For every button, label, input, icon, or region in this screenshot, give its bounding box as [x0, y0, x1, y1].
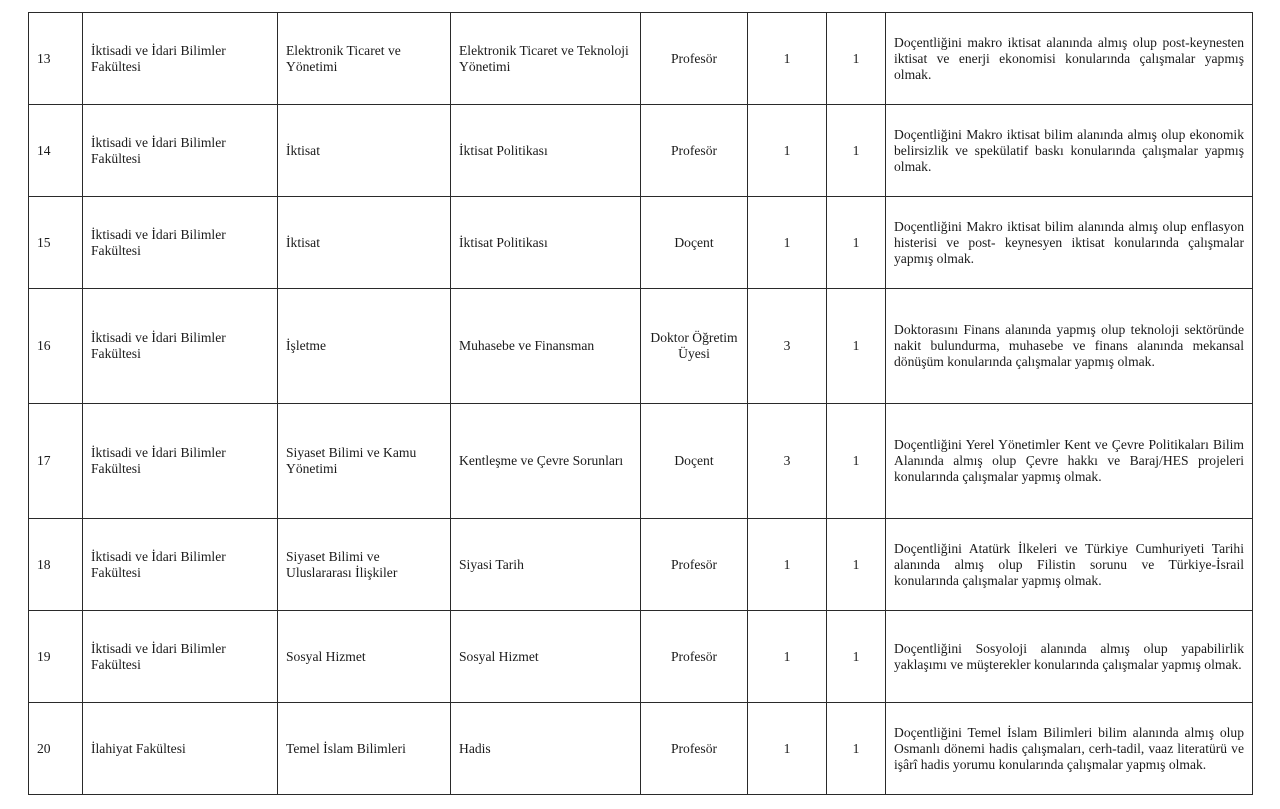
row-number: 14	[29, 105, 83, 197]
description-cell: Doçentliğini Makro iktisat bilim alanında almış olup enflasyon histerisi ve post- keynesyen iktisat konularında çalışmalar yapmış olmak.	[886, 197, 1253, 289]
count-cell: 1	[748, 13, 827, 105]
row-number: 18	[29, 519, 83, 611]
description-cell: Doktorasını Finans alanında yapmış olup teknoloji sektöründe nakit bulundurma, muhasebe ve finans alanında mekansal dönüşüm konularında çalışmalar yapmış olmak.	[886, 289, 1253, 404]
department-cell: İktisat	[278, 197, 451, 289]
count-cell: 1	[827, 703, 886, 795]
table-row	[29, 611, 1253, 703]
faculty-cell: İktisadi ve İdari Bilimler Fakültesi	[83, 519, 278, 611]
description-cell: Doçentliğini Temel İslam Bilimleri bilim alanında almış olup Osmanlı dönemi hadis çalışmaları, cerh-tadil, vaaz literatürü ve işârî hadis yorumu konularında çalışmalar yapmış olmak.	[886, 703, 1253, 795]
count-cell: 1	[827, 289, 886, 404]
row-number: 19	[29, 611, 83, 703]
field-cell: Sosyal Hizmet	[451, 611, 641, 703]
row-number: 17	[29, 404, 83, 519]
faculty-cell: İktisadi ve İdari Bilimler Fakültesi	[83, 611, 278, 703]
field-cell: İktisat Politikası	[451, 197, 641, 289]
title-cell: Doktor Öğretim Üyesi	[641, 289, 748, 404]
row-number: 15	[29, 197, 83, 289]
faculty-cell: İktisadi ve İdari Bilimler Fakültesi	[83, 404, 278, 519]
count-cell: 3	[748, 289, 827, 404]
field-cell: Elektronik Ticaret ve Teknoloji Yönetimi	[451, 13, 641, 105]
department-cell: Siyaset Bilimi ve Kamu Yönetimi	[278, 404, 451, 519]
title-cell: Doçent	[641, 404, 748, 519]
table-row	[29, 13, 1253, 105]
count-cell: 1	[748, 703, 827, 795]
title-cell: Profesör	[641, 611, 748, 703]
department-cell: İşletme	[278, 289, 451, 404]
description-cell: Doçentliğini Atatürk İlkeleri ve Türkiye Cumhuriyeti Tarihi alanında almış olup Filistin sorunu ve Türkiye-İsrail konularında çalışmalar yapmış olmak.	[886, 519, 1253, 611]
positions-table	[28, 12, 1253, 795]
title-cell: Profesör	[641, 13, 748, 105]
count-cell: 1	[827, 611, 886, 703]
table-row	[29, 519, 1253, 611]
description-cell: Doçentliğini Yerel Yönetimler Kent ve Çevre Politikaları Bilim Alanında almış olup Çevre hakkı ve Baraj/HES projeleri konularında çalışmalar yapmış olmak.	[886, 404, 1253, 519]
department-cell: Siyaset Bilimi ve Uluslararası İlişkiler	[278, 519, 451, 611]
count-cell: 1	[827, 105, 886, 197]
table-row	[29, 197, 1253, 289]
title-cell: Profesör	[641, 703, 748, 795]
department-cell: Temel İslam Bilimleri	[278, 703, 451, 795]
count-cell: 1	[827, 519, 886, 611]
field-cell: Siyasi Tarih	[451, 519, 641, 611]
department-cell: Elektronik Ticaret ve Yönetimi	[278, 13, 451, 105]
title-cell: Doçent	[641, 197, 748, 289]
faculty-cell: İktisadi ve İdari Bilimler Fakültesi	[83, 105, 278, 197]
count-cell: 1	[748, 611, 827, 703]
count-cell: 3	[748, 404, 827, 519]
department-cell: Sosyal Hizmet	[278, 611, 451, 703]
count-cell: 1	[827, 404, 886, 519]
table-row	[29, 404, 1253, 519]
faculty-cell: İktisadi ve İdari Bilimler Fakültesi	[83, 13, 278, 105]
description-cell: Doçentliğini Sosyoloji alanında almış olup yapabilirlik yaklaşımı ve müşterekler konularında çalışmalar yapmış olmak.	[886, 611, 1253, 703]
count-cell: 1	[748, 105, 827, 197]
field-cell: Hadis	[451, 703, 641, 795]
table-row	[29, 289, 1253, 404]
faculty-cell: İktisadi ve İdari Bilimler Fakültesi	[83, 197, 278, 289]
table-row	[29, 105, 1253, 197]
count-cell: 1	[827, 13, 886, 105]
count-cell: 1	[748, 519, 827, 611]
row-number: 13	[29, 13, 83, 105]
field-cell: Muhasebe ve Finansman	[451, 289, 641, 404]
faculty-cell: İktisadi ve İdari Bilimler Fakültesi	[83, 289, 278, 404]
count-cell: 1	[827, 197, 886, 289]
table-body	[29, 13, 1253, 795]
title-cell: Profesör	[641, 105, 748, 197]
description-cell: Doçentliğini Makro iktisat bilim alanında almış olup ekonomik belirsizlik ve spekülatif baskı konularında çalışmalar yapmış olmak.	[886, 105, 1253, 197]
department-cell: İktisat	[278, 105, 451, 197]
field-cell: İktisat Politikası	[451, 105, 641, 197]
row-number: 16	[29, 289, 83, 404]
count-cell: 1	[748, 197, 827, 289]
faculty-cell: İlahiyat Fakültesi	[83, 703, 278, 795]
table-row	[29, 703, 1253, 795]
title-cell: Profesör	[641, 519, 748, 611]
description-cell: Doçentliğini makro iktisat alanında almış olup post-keynesten iktisat ve enerji ekonomisi konularında çalışmalar yapmış olmak.	[886, 13, 1253, 105]
row-number: 20	[29, 703, 83, 795]
field-cell: Kentleşme ve Çevre Sorunları	[451, 404, 641, 519]
